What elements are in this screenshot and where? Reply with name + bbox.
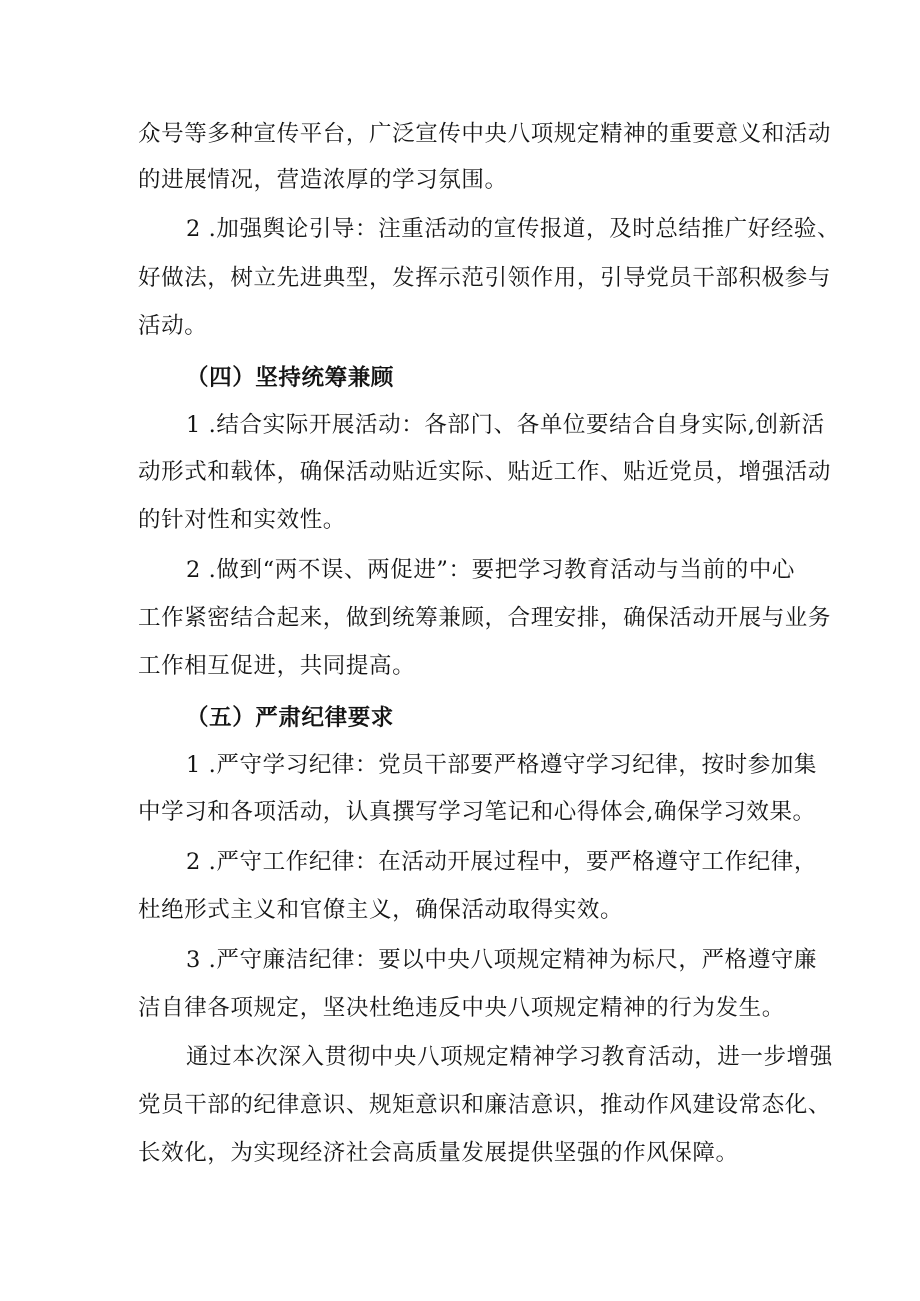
paragraph-line: 活动。 — [138, 313, 208, 339]
paragraph-line: 杜绝形式主义和官僚主义，确保活动取得实效。 — [138, 897, 624, 923]
paragraph-line: 1 .结合实际开展活动：各部门、各单位要结合自身实际,创新活 — [186, 412, 825, 438]
paragraph-line: 好做法，树立先进典型，发挥示范引领作用，引导党员干部积极参与 — [138, 265, 832, 291]
paragraph-line: 长效化，为实现经济社会高质量发展提供坚强的作风保障。 — [138, 1140, 739, 1166]
paragraph-line: 通过本次深入贯彻中央八项规定精神学习教育活动，进一步增强 — [186, 1044, 833, 1070]
section-heading: （四）坚持统筹兼顾 — [186, 365, 394, 391]
paragraph-line: 2 .严守工作纪律：在活动开展过程中，要严格遵守工作纪律， — [186, 849, 818, 875]
paragraph-line: 2 .做到“两不误、两促进”：要把学习教育活动与当前的中心 — [186, 557, 796, 583]
paragraph-line: 众号等多种宣传平台，广泛宣传中央八项规定精神的重要意义和活动 — [138, 121, 832, 147]
paragraph-line: 动形式和载体，确保活动贴近实际、贴近工作、贴近党员，增强活动 — [138, 459, 832, 485]
paragraph-line: 的进展情况，营造浓厚的学习氛围。 — [138, 167, 508, 193]
paragraph-line: 工作紧密结合起来，做到统筹兼顾，合理安排，确保活动开展与业务 — [138, 605, 832, 631]
paragraph-line: 洁自律各项规定，坚决杜绝违反中央八项规定精神的行为发生。 — [138, 995, 785, 1021]
paragraph-line: 1 .严守学习纪律：党员干部要严格遵守学习纪律，按时参加集 — [186, 752, 818, 778]
paragraph-line: 3 .严守廉洁纪律：要以中央八项规定精神为标尺，严格遵守廉 — [186, 947, 818, 973]
paragraph-line: 的针对性和实效性。 — [138, 507, 346, 533]
paragraph-line: 工作相互促进，共同提高。 — [138, 653, 416, 679]
paragraph-line: 中学习和各项活动，认真撰写学习笔记和心得体会,确保学习效果。 — [138, 799, 816, 825]
paragraph-line: 党员干部的纪律意识、规矩意识和廉洁意识，推动作风建设常态化、 — [138, 1092, 832, 1118]
paragraph-line: 2 .加强舆论引导：注重活动的宣传报道，及时总结推广好经验、 — [186, 216, 841, 242]
section-heading: （五）严肃纪律要求 — [186, 705, 394, 731]
